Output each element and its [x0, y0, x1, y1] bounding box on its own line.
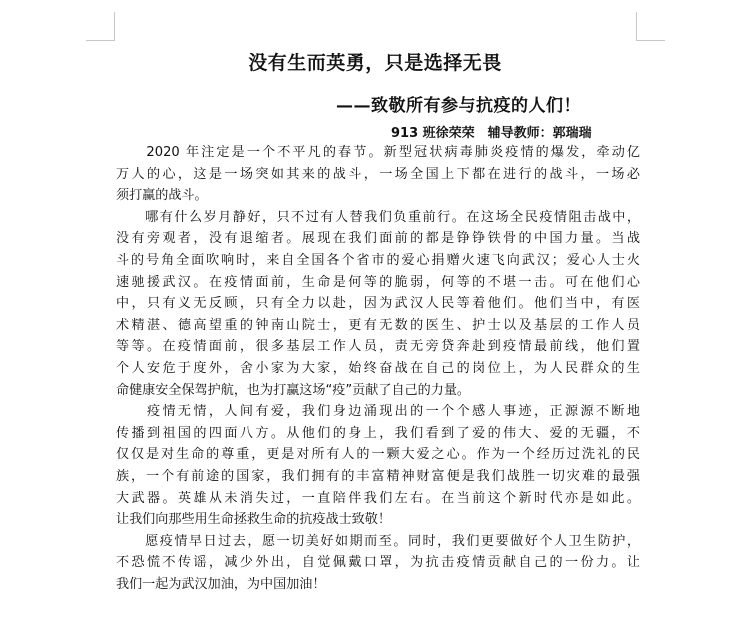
author-byline: 913 班徐荣荣 辅导教师：郭瑞瑞 — [391, 126, 592, 141]
body-line: 我们一起为武汉加油，为中国加油！ — [116, 576, 326, 592]
body-line: 速驰援武汉。在疫情面前，生命是何等的脆弱，何等的不堪一击。可在他们心 — [116, 274, 640, 290]
body-line: 2020 年注定是一个不平凡的春节。新型冠状病毒肺炎疫情的爆发，牵动亿 — [116, 145, 640, 160]
document-title: 没有生而英勇，只是选择无畏 — [248, 52, 502, 74]
body-line: 让我们向那些用生命拯救生命的抗疫战士致敬！ — [116, 512, 391, 528]
body-line: 中，只有义无反顾，只有全力以赴，因为武汉人民等着他们。他们当中，有医 — [116, 296, 640, 312]
body-line: 斗的号角全面吹响时，来自全国各个省市的爱心捐赠火速飞向武汉；爱心人士火 — [116, 252, 640, 268]
document-subtitle: ——致敬所有参与抗疫的人们！ — [336, 96, 581, 116]
document-body — [116, 142, 640, 595]
body-line: 传播到祖国的四面八方。从他们的身上，我们看到了爱的伟大、爱的无疆，不 — [116, 425, 640, 441]
body-line: 疫情无情，人间有爱，我们身边涌现出的一个个感人事迹，正源源不断地 — [116, 404, 640, 420]
body-line: 等等。在疫情面前，很多基层工作人员，责无旁贷奔赴到疫情最前线，他们置 — [116, 339, 640, 355]
body-line: 仅仅是对生命的尊重，更是对所有人的一颗大爱之心。作为一个经历过洗礼的民 — [116, 447, 640, 463]
body-line: 大武器。英雄从未消失过，一直陪伴我们左右。在当前这个新时代亦是如此。 — [116, 490, 640, 506]
margin-marker-top-left — [86, 12, 115, 41]
body-line: 没有旁观者，没有退缩者。展现在我们面前的都是铮铮铁骨的中国力量。当战 — [116, 231, 640, 247]
body-line: 命健康安全保驾护航，也为打赢这场“疫”贡献了自己的力量。 — [116, 382, 471, 398]
margin-marker-top-right — [636, 12, 665, 41]
body-line: 万人的心，这是一场突如其来的战斗，一场全国上下都在进行的战斗，一场必 — [116, 166, 640, 182]
body-line: 个人安危于度外，舍小家为大家，始终奋战在自己的岗位上，为人民群众的生 — [116, 360, 640, 376]
body-line: 不恐慌不传谣，减少外出，自觉佩戴口罩，为抗击疫情贡献自己的一份力。让 — [116, 555, 640, 571]
body-line: 须打赢的战斗。 — [116, 188, 208, 204]
body-line: 术精湛、德高望重的钟南山院士，更有无数的医生、护士以及基层的工作人员 — [116, 317, 640, 333]
body-line: 愿疫情早日过去，愿一切美好如期而至。同时，我们更要做好个人卫生防护， — [116, 533, 640, 549]
body-line: 哪有什么岁月静好，只不过有人替我们负重前行。在这场全民疫情阻击战中， — [116, 209, 640, 225]
body-line: 族，一个有前途的国家，我们拥有的丰富精神财富便是我们战胜一切灾难的最强 — [116, 468, 640, 484]
